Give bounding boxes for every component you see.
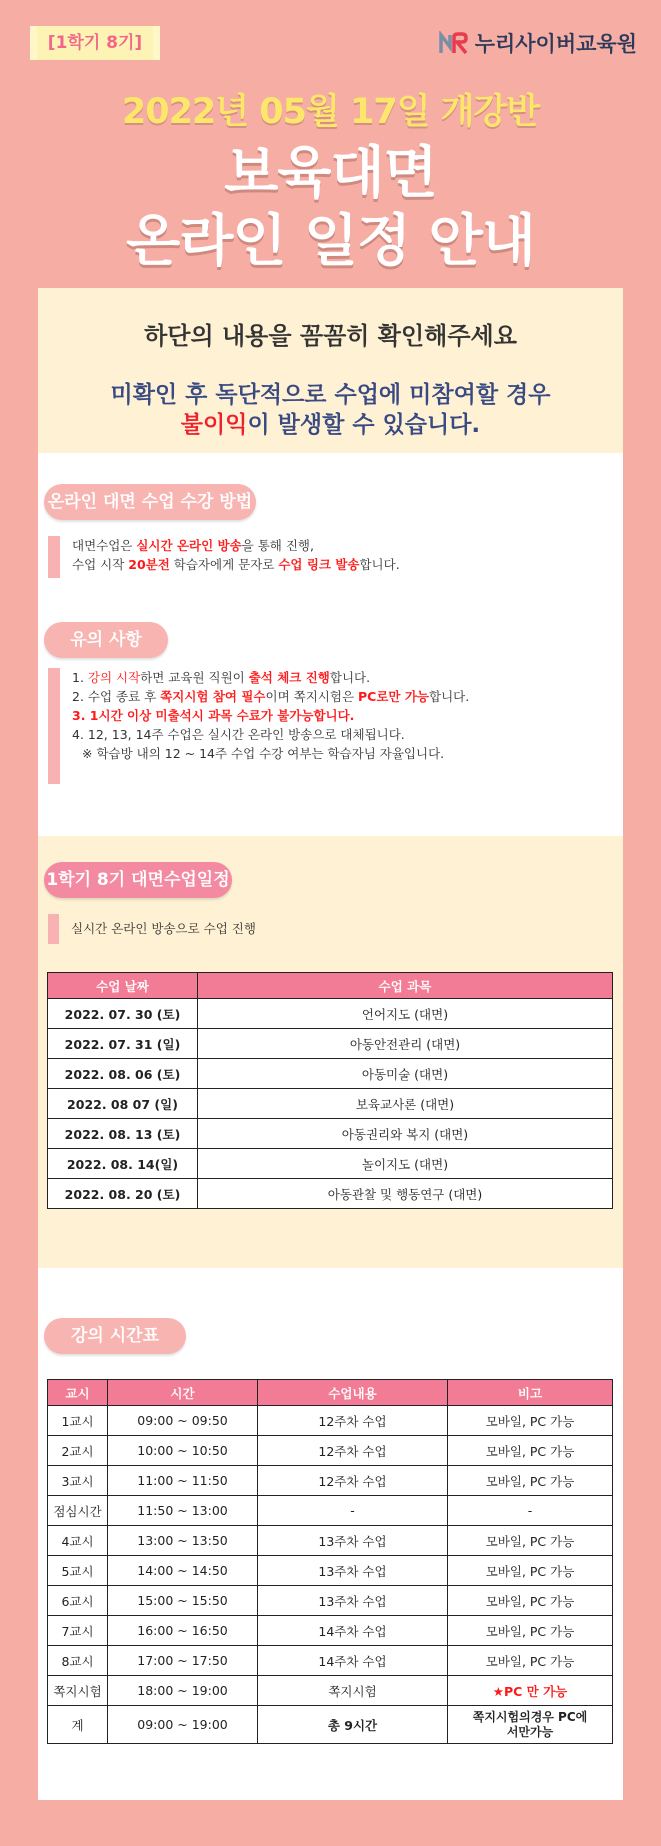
table-row xyxy=(48,1059,613,1089)
schedule-header-row xyxy=(48,973,613,999)
table-row xyxy=(48,999,613,1029)
caution-text: 하면 교육원 직원이 xyxy=(140,670,249,685)
term-badge: [1학기 8기] xyxy=(30,26,160,60)
notice-line2: 미확인 후 독단적으로 수업에 미참여할 경우 xyxy=(110,382,551,408)
period-cell: 5교시 xyxy=(48,1556,108,1586)
time-cell: 11:50 ~ 13:00 xyxy=(108,1496,258,1526)
method-highlight: 20분전 xyxy=(128,557,170,572)
notice-line1: 하단의 내용을 꼼꼼히 확인해주세요 xyxy=(144,322,517,350)
remark-cell: 모바일, PC 가능 xyxy=(448,1556,613,1586)
method-text-part: 대면수업은 xyxy=(72,538,137,553)
brand[interactable] xyxy=(439,28,637,58)
remark-cell: 쪽지시험의경우 PC에서만가능 xyxy=(448,1706,613,1744)
notice-line3 xyxy=(38,406,623,439)
caution-item-3: 3. 1시간 이상 미출석시 과목 수료가 불가능합니다. xyxy=(72,708,355,723)
remark-cell: 모바일, PC 가능 xyxy=(448,1466,613,1496)
remark-cell: 모바일, PC 가능 xyxy=(448,1616,613,1646)
remark-cell: ★PC 만 가능 xyxy=(448,1676,613,1706)
method-text-part: 합니다. xyxy=(359,557,400,572)
table-row xyxy=(48,1179,613,1209)
caution-item-2 xyxy=(72,687,469,706)
date-cell: 2022. 08. 06 (토) xyxy=(48,1059,198,1089)
method-line2 xyxy=(72,555,400,574)
period-cell: 1교시 xyxy=(48,1406,108,1436)
time-cell: 16:00 ~ 16:50 xyxy=(108,1616,258,1646)
method-text-part: 을 통해 진행, xyxy=(241,538,314,553)
table-row xyxy=(48,1706,613,1744)
content-cell: 12주차 수업 xyxy=(258,1406,448,1436)
period-cell: 3교시 xyxy=(48,1466,108,1496)
timetable-table xyxy=(47,1379,613,1744)
content-cell: 14주차 수업 xyxy=(258,1616,448,1646)
content-cell: 12주차 수업 xyxy=(258,1466,448,1496)
period-cell: 6교시 xyxy=(48,1586,108,1616)
remark-cell: 모바일, PC 가능 xyxy=(448,1436,613,1466)
date-cell: 2022. 08 07 (일) xyxy=(48,1089,198,1119)
date-cell: 2022. 07. 31 (일) xyxy=(48,1029,198,1059)
content-cell: 13주차 수업 xyxy=(258,1556,448,1586)
table-row xyxy=(48,1646,613,1676)
caution-highlight: PC로만 가능 xyxy=(358,689,429,704)
hero-title-line2: 온라인 일정 안내 xyxy=(126,209,535,275)
period-cell: 8교시 xyxy=(48,1646,108,1676)
time-cell: 09:00 ~ 09:50 xyxy=(108,1406,258,1436)
subject-cell: 놀이지도 (대면) xyxy=(198,1149,613,1179)
schedule-note: 실시간 온라인 방송으로 수업 진행 xyxy=(48,914,256,944)
notice-warning: 불이익 xyxy=(180,412,248,438)
caution-list xyxy=(48,668,469,784)
table-row xyxy=(48,1496,613,1526)
table-row xyxy=(48,1616,613,1646)
time-cell: 13:00 ~ 13:50 xyxy=(108,1526,258,1556)
caution-text: 합니다. xyxy=(429,689,470,704)
date-cell: 2022. 08. 20 (토) xyxy=(48,1179,198,1209)
time-cell: 10:00 ~ 10:50 xyxy=(108,1436,258,1466)
date-cell: 2022. 08. 13 (토) xyxy=(48,1119,198,1149)
content-cell: 14주차 수업 xyxy=(258,1646,448,1676)
subject-cell: 아동미술 (대면) xyxy=(198,1059,613,1089)
table-row xyxy=(48,1029,613,1059)
subject-cell: 아동안전관리 (대면) xyxy=(198,1029,613,1059)
table-row xyxy=(48,1526,613,1556)
time-cell: 17:00 ~ 17:50 xyxy=(108,1646,258,1676)
header-cell: 수업 날짜 xyxy=(48,973,198,999)
header-cell: 수업내용 xyxy=(258,1380,448,1406)
time-cell: 11:00 ~ 11:50 xyxy=(108,1466,258,1496)
caution-title: 유의 사항 xyxy=(44,622,168,658)
period-cell: 점심시간 xyxy=(48,1496,108,1526)
method-text-part: 학습자에게 문자로 xyxy=(169,557,279,572)
timetable-header-row xyxy=(48,1380,613,1406)
caution-text: 2. 수업 종료 후 xyxy=(72,689,161,704)
time-cell: 14:00 ~ 14:50 xyxy=(108,1556,258,1586)
period-cell: 2교시 xyxy=(48,1436,108,1466)
table-row xyxy=(48,1119,613,1149)
remark-cell: - xyxy=(448,1496,613,1526)
caution-item-1 xyxy=(72,668,469,687)
content-cell: 13주차 수업 xyxy=(258,1586,448,1616)
subject-cell: 보육교사론 (대면) xyxy=(198,1089,613,1119)
method-text xyxy=(48,536,400,578)
caution-highlight: 강의 시작 xyxy=(87,670,141,685)
table-row xyxy=(48,1436,613,1466)
table-row xyxy=(48,1089,613,1119)
subject-cell: 아동권리와 복지 (대면) xyxy=(198,1119,613,1149)
method-text-part: 수업 시작 xyxy=(72,557,129,572)
method-title: 온라인 대면 수업 수강 방법 xyxy=(44,484,256,520)
date-cell: 2022. 08. 14(일) xyxy=(48,1149,198,1179)
hero-date: 2022년 05월 17일 개강반 xyxy=(121,92,540,132)
subject-cell: 아동관찰 및 행동연구 (대면) xyxy=(198,1179,613,1209)
notice-box xyxy=(38,288,623,453)
time-cell: 15:00 ~ 15:50 xyxy=(108,1586,258,1616)
period-cell: 4교시 xyxy=(48,1526,108,1556)
notice-line3-rest: 이 발생할 수 있습니다. xyxy=(247,412,481,438)
content-cell: 12주차 수업 xyxy=(258,1436,448,1466)
period-cell: 쪽지시험 xyxy=(48,1676,108,1706)
caution-highlight: 쪽지시험 참여 필수 xyxy=(160,689,266,704)
hero xyxy=(0,84,661,277)
caution-highlight: 출석 체크 진행 xyxy=(248,670,330,685)
remark-cell: 모바일, PC 가능 xyxy=(448,1646,613,1676)
time-cell: 18:00 ~ 19:00 xyxy=(108,1676,258,1706)
caution-text: 이며 쪽지시험은 xyxy=(265,689,358,704)
method-highlight: 수업 링크 발송 xyxy=(278,557,360,572)
content-cell: - xyxy=(258,1496,448,1526)
caution-text: 합니다. xyxy=(329,670,371,685)
header-cell: 비고 xyxy=(448,1380,613,1406)
period-cell: 계 xyxy=(48,1706,108,1744)
caution-text: 1. xyxy=(72,670,88,685)
remark-cell: 모바일, PC 가능 xyxy=(448,1586,613,1616)
remark-cell: 모바일, PC 가능 xyxy=(448,1526,613,1556)
brand-name: 누리사이버교육원 xyxy=(474,32,637,56)
schedule-table xyxy=(47,972,613,1209)
table-row xyxy=(48,1406,613,1436)
date-cell: 2022. 07. 30 (토) xyxy=(48,999,198,1029)
caution-item-5: ※ 학습방 내의 12 ~ 14주 수업 수강 여부는 학습자님 자율입니다. xyxy=(82,746,445,761)
content-panel xyxy=(38,288,623,1800)
table-row xyxy=(48,1149,613,1179)
table-row xyxy=(48,1586,613,1616)
content-cell: 13주차 수업 xyxy=(258,1526,448,1556)
content-cell: 총 9시간 xyxy=(258,1706,448,1744)
caution-item-4: 4. 12, 13, 14주 수업은 실시간 온라인 방송으로 대체됩니다. xyxy=(72,727,405,742)
table-row xyxy=(48,1676,613,1706)
schedule-title: 1학기 8기 대면수업일정 xyxy=(44,862,232,898)
header-cell: 교시 xyxy=(48,1380,108,1406)
schedule-section xyxy=(38,836,623,1268)
hero-title-line1: 보육대면 xyxy=(224,141,437,206)
brand-logo-icon xyxy=(439,31,469,55)
table-row xyxy=(48,1556,613,1586)
subject-cell: 언어지도 (대면) xyxy=(198,999,613,1029)
timetable-title: 강의 시간표 xyxy=(44,1318,186,1354)
time-cell: 09:00 ~ 19:00 xyxy=(108,1706,258,1744)
table-row xyxy=(48,1466,613,1496)
method-line1 xyxy=(72,536,400,555)
header-cell: 시간 xyxy=(108,1380,258,1406)
content-cell: 쪽지시험 xyxy=(258,1676,448,1706)
header-cell: 수업 과목 xyxy=(198,973,613,999)
remark-cell: 모바일, PC 가능 xyxy=(448,1406,613,1436)
method-highlight: 실시간 온라인 방송 xyxy=(136,538,242,553)
period-cell: 7교시 xyxy=(48,1616,108,1646)
